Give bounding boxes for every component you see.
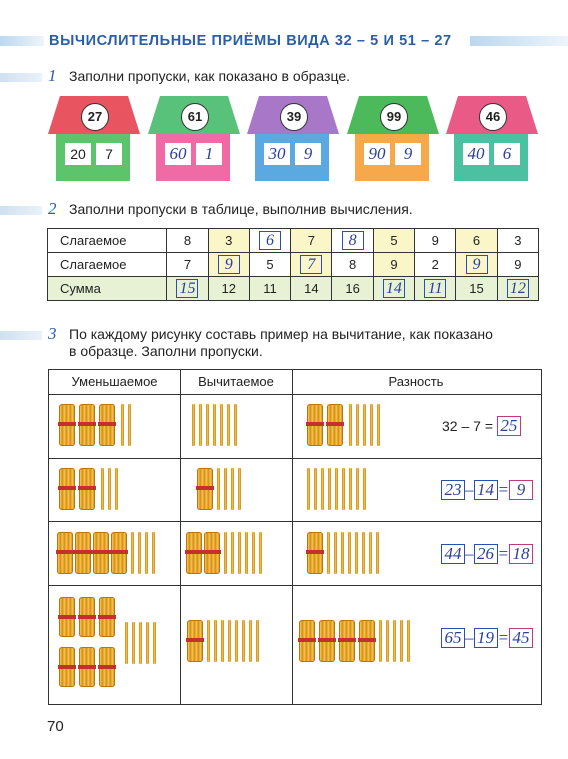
page-title: ВЫЧИСЛИТЕЛЬНЫЕ ПРИЁМЫ ВИДА 32 – 5 И 51 – 27 [49, 33, 452, 49]
house-5 [446, 96, 538, 182]
minuend-box[interactable]: 44 [441, 544, 465, 564]
single-stick [125, 622, 128, 664]
page-number: 70 [47, 718, 64, 735]
table-cell [249, 229, 290, 253]
header-subtrahend: Вычитаемое [198, 374, 274, 389]
difference-box[interactable]: 25 [497, 416, 521, 436]
single-stick [379, 620, 382, 662]
ten-bundle [307, 532, 323, 574]
house-top-number: 27 [81, 103, 109, 131]
single-stick [376, 532, 379, 574]
single-stick [348, 532, 351, 574]
row-label: Сумма [48, 277, 167, 301]
single-stick [377, 404, 380, 446]
single-stick [356, 404, 359, 446]
equals-sign: = [497, 544, 509, 563]
ten-bundle [187, 620, 203, 662]
ten-bundle [307, 404, 323, 446]
ten-bundle [99, 647, 115, 687]
subtrahend-box[interactable]: 14 [474, 480, 498, 500]
table-cell: 8 [332, 253, 373, 277]
answer-box[interactable]: 12 [507, 279, 529, 298]
single-stick [231, 532, 234, 574]
equation [442, 416, 521, 436]
equation [441, 480, 533, 500]
equals-sign: = [497, 480, 509, 499]
task1-instruction: Заполни пропуски, как показано в образце. [69, 68, 350, 84]
ten-bundle [59, 597, 75, 637]
single-stick [217, 468, 220, 510]
single-stick [328, 468, 331, 510]
single-stick [363, 404, 366, 446]
table-cell: 3 [497, 229, 538, 253]
task2-number: 2 [48, 199, 57, 218]
task3-instruction-line2: в образце. Заполни пропуски. [69, 343, 263, 359]
ten-bundle [359, 620, 375, 662]
ten-bundle [75, 532, 91, 574]
table-cell: 2 [415, 253, 456, 277]
single-stick [335, 468, 338, 510]
answer-box[interactable]: 9 [218, 255, 240, 274]
single-stick [199, 404, 202, 446]
table-cell: 5 [373, 229, 414, 253]
difference-box[interactable]: 9 [509, 480, 533, 500]
single-stick [221, 620, 224, 662]
task1-strip [0, 73, 42, 82]
subtrahend-box[interactable]: 19 [474, 628, 498, 648]
ten-bundle [79, 597, 95, 637]
single-stick [224, 468, 227, 510]
house-right-box: 7 [96, 143, 122, 165]
answer-box[interactable]: 15 [176, 279, 198, 298]
house-3 [247, 96, 339, 182]
single-stick [327, 532, 330, 574]
table-cell [456, 253, 497, 277]
task1-number: 1 [48, 66, 57, 85]
house-body [355, 134, 429, 181]
house-body [454, 134, 528, 181]
task2-instruction: Заполни пропуски в таблице, выполнив вычисления. [69, 201, 413, 217]
table-row [48, 277, 539, 301]
table-cell [167, 277, 208, 301]
single-stick [138, 532, 141, 574]
table-cell [497, 277, 538, 301]
single-stick [101, 468, 104, 510]
table-cell [208, 253, 249, 277]
house-1 [48, 96, 140, 182]
single-stick [242, 620, 245, 662]
table-cell: 11 [249, 277, 290, 301]
single-stick [108, 468, 111, 510]
task3-strip [0, 331, 42, 340]
single-stick [245, 532, 248, 574]
header-difference: Разность [388, 374, 444, 389]
single-stick [231, 468, 234, 510]
single-stick [235, 620, 238, 662]
minuend-box[interactable]: 65 [441, 628, 465, 648]
ten-bundle [59, 647, 75, 687]
ten-bundle [197, 468, 213, 510]
ten-bundle [79, 468, 95, 510]
single-stick [252, 532, 255, 574]
minus-sign: – [465, 480, 474, 499]
single-stick [307, 468, 310, 510]
table-cell: 9 [497, 253, 538, 277]
single-stick [321, 468, 324, 510]
task3-number: 3 [48, 324, 57, 343]
ten-bundle [319, 620, 335, 662]
house-top-number: 39 [280, 103, 308, 131]
table-cell: 5 [249, 253, 290, 277]
single-stick [234, 404, 237, 446]
single-stick [220, 404, 223, 446]
ten-bundle [111, 532, 127, 574]
single-stick [115, 468, 118, 510]
house-body [56, 134, 130, 181]
table-cell: 12 [208, 277, 249, 301]
house-top-number: 99 [380, 103, 408, 131]
single-stick [407, 620, 410, 662]
single-stick [256, 620, 259, 662]
single-stick [400, 620, 403, 662]
equation [441, 544, 533, 564]
answer-box[interactable]: 7 [300, 255, 322, 274]
single-stick [342, 468, 345, 510]
single-stick [206, 404, 209, 446]
single-stick [153, 622, 156, 664]
house-right-box[interactable]: 1 [196, 143, 222, 165]
answer-box[interactable]: 14 [383, 279, 405, 298]
single-stick [224, 532, 227, 574]
table-cell: 3 [208, 229, 249, 253]
ten-bundle [99, 404, 115, 446]
single-stick [341, 532, 344, 574]
single-stick [128, 404, 131, 446]
ten-bundle [57, 532, 73, 574]
row-label: Слагаемое [48, 229, 167, 253]
ten-bundle [79, 647, 95, 687]
single-stick [386, 620, 389, 662]
single-stick [139, 622, 142, 664]
house-right-box[interactable]: 9 [395, 143, 421, 165]
table-row [48, 253, 539, 277]
table-row [48, 229, 539, 253]
answer-box[interactable]: 8 [342, 231, 364, 250]
ten-bundle [186, 532, 202, 574]
ten-bundle [339, 620, 355, 662]
equation [441, 628, 533, 648]
minus-sign: – [461, 418, 470, 434]
table-cell: 15 [456, 277, 497, 301]
task3-instruction-line1: По каждому рисунку составь пример на вычитание, как показано [69, 326, 493, 342]
single-stick [363, 468, 366, 510]
ten-bundle [327, 404, 343, 446]
single-stick [152, 532, 155, 574]
minus-sign: – [465, 544, 474, 563]
house-top-number: 46 [479, 103, 507, 131]
ten-bundle [59, 404, 75, 446]
single-stick [393, 620, 396, 662]
ten-bundle [59, 468, 75, 510]
single-stick [131, 532, 134, 574]
single-stick [238, 468, 241, 510]
table-cell [332, 229, 373, 253]
equals-sign: = [484, 418, 494, 434]
answer-box[interactable]: 9 [466, 255, 488, 274]
minuend-box[interactable]: 23 [441, 480, 465, 500]
ten-bundle [99, 597, 115, 637]
ten-bundle [204, 532, 220, 574]
ten-bundle [299, 620, 315, 662]
house-left-box[interactable]: 30 [264, 143, 290, 165]
task2-strip [0, 206, 42, 215]
equals-sign: = [497, 628, 509, 647]
house-4 [347, 96, 439, 182]
ten-bundle [79, 404, 95, 446]
single-stick [334, 532, 337, 574]
subtraction-table [48, 369, 542, 705]
single-stick [207, 620, 210, 662]
house-2 [148, 96, 240, 182]
single-stick [355, 532, 358, 574]
table-cell: 7 [291, 229, 332, 253]
house-left-box[interactable]: 60 [165, 143, 191, 165]
house-body [255, 134, 329, 181]
single-stick [132, 622, 135, 664]
house-left-box: 20 [65, 143, 91, 165]
minuend: 32 [442, 418, 458, 434]
single-stick [370, 404, 373, 446]
answer-box[interactable]: 6 [259, 231, 281, 250]
single-stick [228, 620, 231, 662]
house-top-number: 61 [181, 103, 209, 131]
table-cell: 7 [167, 253, 208, 277]
house-left-box[interactable]: 40 [463, 143, 489, 165]
row-label: Слагаемое [48, 253, 167, 277]
single-stick [227, 404, 230, 446]
header-minuend: Уменьшаемое [71, 374, 158, 389]
single-stick [349, 468, 352, 510]
table-cell [415, 277, 456, 301]
single-stick [192, 404, 195, 446]
subtrahend: 7 [473, 418, 481, 434]
single-stick [259, 532, 262, 574]
header-band-left [0, 36, 44, 46]
table-cell: 14 [291, 277, 332, 301]
single-stick [146, 622, 149, 664]
single-stick [213, 404, 216, 446]
difference-box[interactable]: 45 [509, 628, 533, 648]
house-right-box[interactable]: 6 [494, 143, 520, 165]
addition-table [47, 228, 539, 301]
subtrahend-box[interactable]: 26 [474, 544, 498, 564]
single-stick [214, 620, 217, 662]
table-cell [373, 277, 414, 301]
single-stick [369, 532, 372, 574]
single-stick [362, 532, 365, 574]
house-right-box[interactable]: 9 [295, 143, 321, 165]
single-stick [314, 468, 317, 510]
single-stick [349, 404, 352, 446]
header-band-right [470, 36, 568, 46]
answer-box[interactable]: 11 [424, 279, 446, 298]
table-cell: 16 [332, 277, 373, 301]
single-stick [356, 468, 359, 510]
minus-sign: – [465, 628, 474, 647]
single-stick [145, 532, 148, 574]
table-cell: 9 [373, 253, 414, 277]
ten-bundle [93, 532, 109, 574]
table-cell: 8 [167, 229, 208, 253]
table-cell: 6 [456, 229, 497, 253]
house-left-box[interactable]: 90 [364, 143, 390, 165]
single-stick [249, 620, 252, 662]
table-cell [291, 253, 332, 277]
house-body [156, 134, 230, 181]
single-stick [121, 404, 124, 446]
difference-box[interactable]: 18 [509, 544, 533, 564]
single-stick [238, 532, 241, 574]
table-cell: 9 [415, 229, 456, 253]
